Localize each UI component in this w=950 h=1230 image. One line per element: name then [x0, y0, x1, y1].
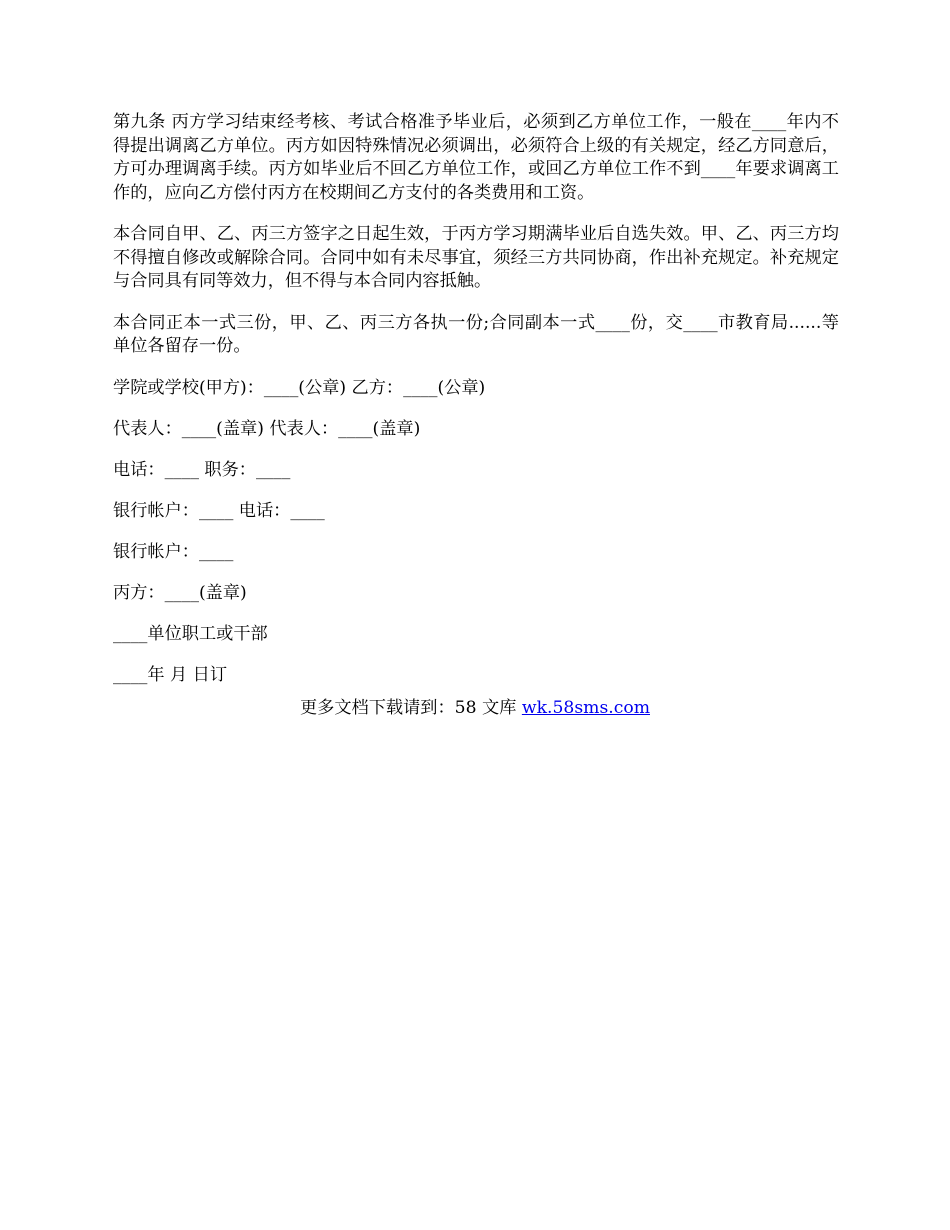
footer-text: 更多文档下载请到：58 文库	[299, 698, 522, 718]
signature-line-bank-account: 银行帐户：____	[113, 541, 234, 562]
clause-nine-paragraph: 第九条 丙方学习结束经考核、考试合格准予毕业后，必须到乙方单位工作，一般在____年内不得提出调离乙方单位。丙方如因特殊情况必须调出，必须符合上级的有关规定，经乙方同意后，方可办理调离手续。丙方如毕业后不回乙方单位工作，或回乙方单位工作不到____年要求调离工作的，应向乙方偿付丙方在校期间乙方支付的各类费用和工资。	[113, 112, 839, 203]
signature-line-unit: ____单位职工或干部	[113, 623, 268, 644]
signature-line-school: 学院或学校(甲方)：____(公章) 乙方：____(公章)	[113, 377, 486, 398]
copies-paragraph: 本合同正本一式三份，甲、乙、丙三方各执一份;合同副本一式____份，交____市教育局......等单位各留存一份。	[113, 312, 839, 356]
signature-line-representative: 代表人：____(盖章) 代表人：____(盖章)	[113, 418, 421, 439]
document-body	[113, 111, 839, 705]
effectiveness-paragraph: 本合同自甲、乙、丙三方签字之日起生效，于丙方学习期满毕业后自选失效。甲、乙、丙三方均不得擅自修改或解除合同。合同中如有未尽事宜，须经三方共同协商，作出补充规定。补充规定与合同具有同等效力，但不得与本合同内容抵触。	[113, 224, 839, 291]
download-footer	[0, 697, 950, 721]
signature-line-bank: 银行帐户：____ 电话：____	[113, 500, 325, 521]
signature-line-date: ____年 月 日订	[113, 664, 228, 685]
signature-line-phone: 电话：____ 职务：____	[113, 459, 291, 480]
footer-link[interactable]: wk.58sms.com	[521, 698, 650, 718]
signature-line-party-c: 丙方：____(盖章)	[113, 582, 247, 603]
